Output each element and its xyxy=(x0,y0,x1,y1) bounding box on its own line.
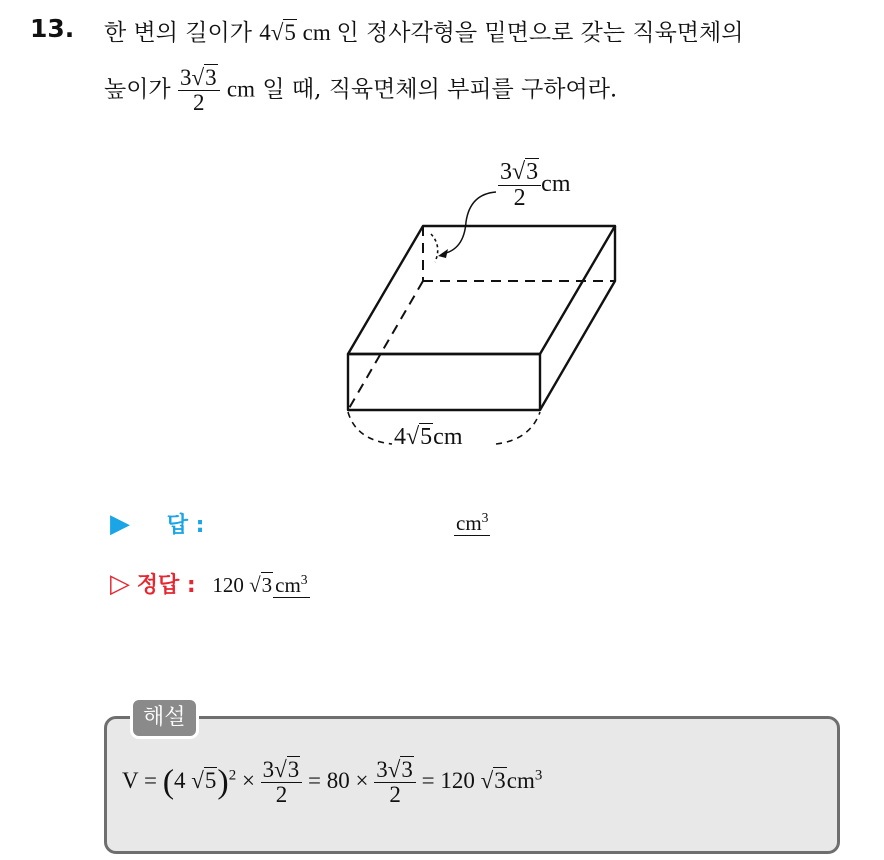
eq-coef: 4 xyxy=(174,767,186,793)
eq-equals: = xyxy=(143,767,157,793)
eq-result-coef: 120 xyxy=(440,767,475,793)
answer-label: 답 : xyxy=(166,513,205,538)
eq-right-paren: ) xyxy=(217,763,229,801)
question-line-2 xyxy=(104,66,617,115)
figure-height-radicand: 3 xyxy=(526,159,539,185)
figure-base-label: 4√5cm xyxy=(394,424,463,450)
side-length-coef: 4 xyxy=(259,20,271,45)
eq-frac-denominator: 2 xyxy=(374,782,416,807)
answer-unit-exponent: 3 xyxy=(481,510,489,525)
correct-value: 120 √3 $cm^3$ xyxy=(212,572,308,597)
correct-coef: 120 xyxy=(212,573,244,597)
correct-answer-row xyxy=(110,568,310,599)
figure-base-coef: 4 xyxy=(394,424,406,450)
eq-volume-symbol: V xyxy=(122,767,139,793)
figure-height-denominator: 2 xyxy=(498,185,541,211)
height-radicand: 3 xyxy=(205,65,217,90)
eq-times: × xyxy=(355,767,369,793)
eq-equals: = xyxy=(421,767,435,793)
cuboid-figure xyxy=(300,150,640,470)
height-fraction: $\frac{3√3}{2}$ xyxy=(178,66,220,115)
eq-frac-coef: 3 xyxy=(376,757,388,782)
eq-frac-radicand: 3 xyxy=(401,757,413,782)
side-length-unit: cm xyxy=(302,20,331,45)
sqrt-symbol: √5 xyxy=(270,20,296,45)
height-denominator: 2 xyxy=(178,90,220,115)
answer-marker-icon: ▶ xyxy=(110,509,130,539)
eq-result-unit: cm xyxy=(506,767,535,793)
correct-marker-icon: ▷ xyxy=(110,569,130,599)
answer-unit: cm xyxy=(456,511,482,535)
side-length-radicand: 5 xyxy=(284,20,296,45)
cuboid-top-face xyxy=(348,226,615,354)
figure-base-radicand: 5 xyxy=(420,424,433,450)
correct-label: 정답 : xyxy=(136,573,196,598)
arrowhead-icon xyxy=(438,249,448,258)
side-length xyxy=(259,20,336,45)
eq-radicand: 5 xyxy=(204,767,217,793)
hidden-edge xyxy=(348,281,423,410)
answer-blank[interactable] xyxy=(454,510,490,536)
solution-tag: 해설 xyxy=(130,697,199,739)
figure-base-unit: cm xyxy=(433,424,463,450)
correct-unit-exponent: 3 xyxy=(300,572,308,587)
correct-radicand: 3 xyxy=(261,573,273,597)
question-number: 13. xyxy=(30,14,75,43)
eq-exponent: 2 xyxy=(228,767,237,784)
question-line-1 xyxy=(104,14,743,47)
eq-frac-radicand: 3 xyxy=(287,757,300,782)
eq-mid-value: 80 xyxy=(326,767,350,793)
base-marker-arc xyxy=(496,412,540,444)
question-text: 한 변의 길이가 xyxy=(104,20,252,46)
question-text: 인 정사각형을 밑면으로 갖는 직육면체의 xyxy=(336,20,744,46)
height-marker-arc xyxy=(431,234,438,262)
eq-equals: = xyxy=(308,767,322,793)
solution-equation: V = (4 √5)$^2$ × $\frac{3√3}{2}$ = 80 × $\frac{3√3}{2}$ = 120 $√3cm^3$ xyxy=(122,757,543,808)
eq-result-radicand: 3 xyxy=(494,767,506,793)
eq-frac-coef: 3 xyxy=(262,757,275,782)
eq-frac-denominator: 2 xyxy=(261,782,303,807)
figure-height-unit: cm xyxy=(541,171,571,198)
height-coef: 3 xyxy=(179,65,192,90)
answer-row xyxy=(110,508,204,539)
base-marker-arc xyxy=(348,412,392,444)
cuboid-right-face xyxy=(540,226,615,410)
height-label-arrow xyxy=(442,192,496,254)
figure-height-coef: 3 xyxy=(500,159,512,185)
eq-result-unit-exponent: 3 xyxy=(534,767,543,784)
question-text: 높이가 xyxy=(104,76,171,103)
correct-unit: cm xyxy=(275,573,301,597)
height-unit: cm xyxy=(226,76,256,102)
question-text: 일 때, 직육면체의 부피를 구하여라. xyxy=(262,76,618,103)
figure-height-label: $\frac{3√3}{2}$ cm xyxy=(500,159,571,212)
eq-left-paren: ( xyxy=(162,763,175,801)
eq-times: × xyxy=(241,767,255,793)
